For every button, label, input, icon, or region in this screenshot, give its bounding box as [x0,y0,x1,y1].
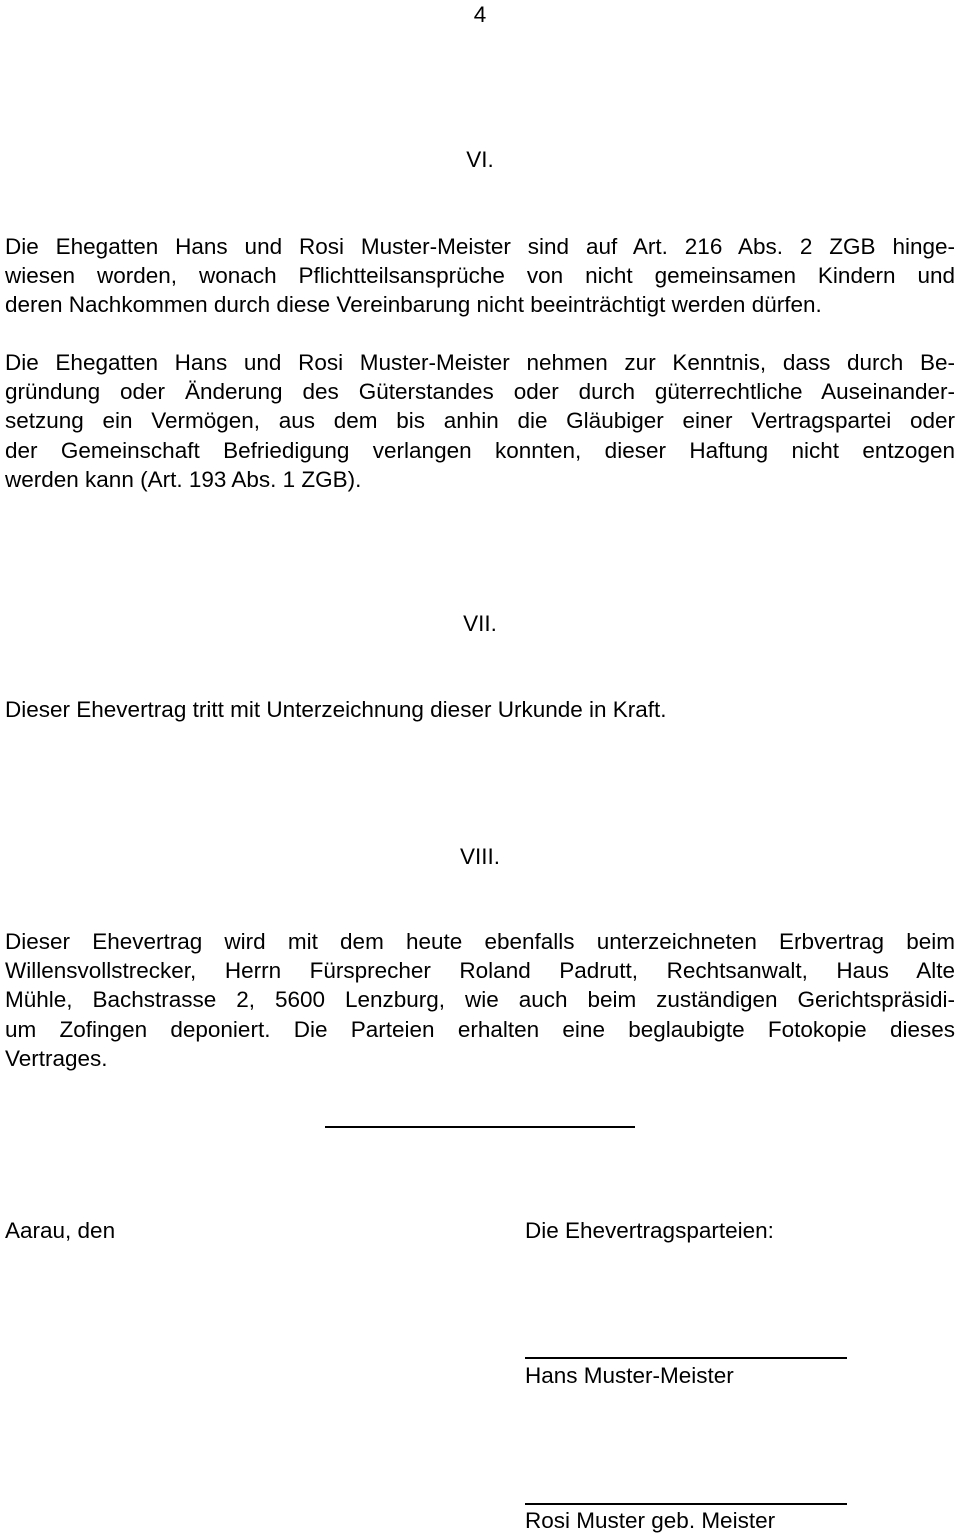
section-vi-paragraph-2 [5,348,955,494]
paragraph-line: Mühle, Bachstrasse 2, 5600 Lenzburg, wie auch beim zuständigen Gerichtspräsidi- [5,987,955,1013]
section-vi-paragraph-1 [5,232,955,320]
section-vii-heading: VII. [463,611,497,636]
paragraph-line: um Zofingen deponiert. Die Parteien erhalten eine beglaubigte Fotokopie dieses [5,1016,955,1042]
section-vii-text: Dieser Ehevertrag tritt mit Unterzeichnung dieser Urkunde in Kraft. [5,697,667,722]
paragraph-line: Die Ehegatten Hans und Rosi Muster-Meister sind auf Art. 216 Abs. 2 ZGB hinge- [5,234,955,259]
section-viii-heading: VIII. [459,844,500,869]
signature-line-party-1 [525,1357,847,1359]
signature-name-party-2: Rosi Muster geb. Meister [525,1508,776,1533]
paragraph-line: Vertrages. [5,1045,108,1071]
paragraph-line: Willensvollstrecker, Herrn Fürsprecher Roland Padrutt, Rechtsanwalt, Haus Alte [5,958,955,984]
paragraph-line: Die Ehegatten Hans und Rosi Muster-Meister nehmen zur Kenntnis, dass durch Be- [5,350,955,375]
paragraph-line: der Gemeinschaft Befriedigung verlangen konnten, dieser Haftung nicht entzogen [5,437,955,463]
paragraph-line: gründung oder Änderung des Güterstandes oder durch güterrechtliche Auseinander- [5,379,955,405]
separator-line [325,1126,635,1128]
paragraph-line: wiesen worden, wonach Pflichtteilsansprüche von nicht gemeinsamen Kindern und [5,263,955,289]
paragraph-line: werden kann (Art. 193 Abs. 1 ZGB). [5,466,362,492]
section-vi-heading: VI. [466,147,494,172]
place-date-label: Aarau, den [5,1218,116,1243]
paragraph-line: setzung ein Vermögen, aus dem bis anhin die Gläubiger einer Vertragspartei oder [5,408,955,434]
contract-parties-label: Die Ehevertragsparteien: [525,1218,774,1243]
signature-name-party-1: Hans Muster-Meister [525,1363,734,1388]
page-number: 4 [473,2,487,27]
signature-line-party-2 [525,1503,847,1505]
section-viii-paragraph [5,927,955,1073]
paragraph-line: deren Nachkommen durch diese Vereinbarung nicht beeinträchtigt werden dürfen. [5,292,822,318]
paragraph-line: Dieser Ehevertrag wird mit dem heute ebenfalls unterzeichneten Erbvertrag beim [5,929,955,954]
